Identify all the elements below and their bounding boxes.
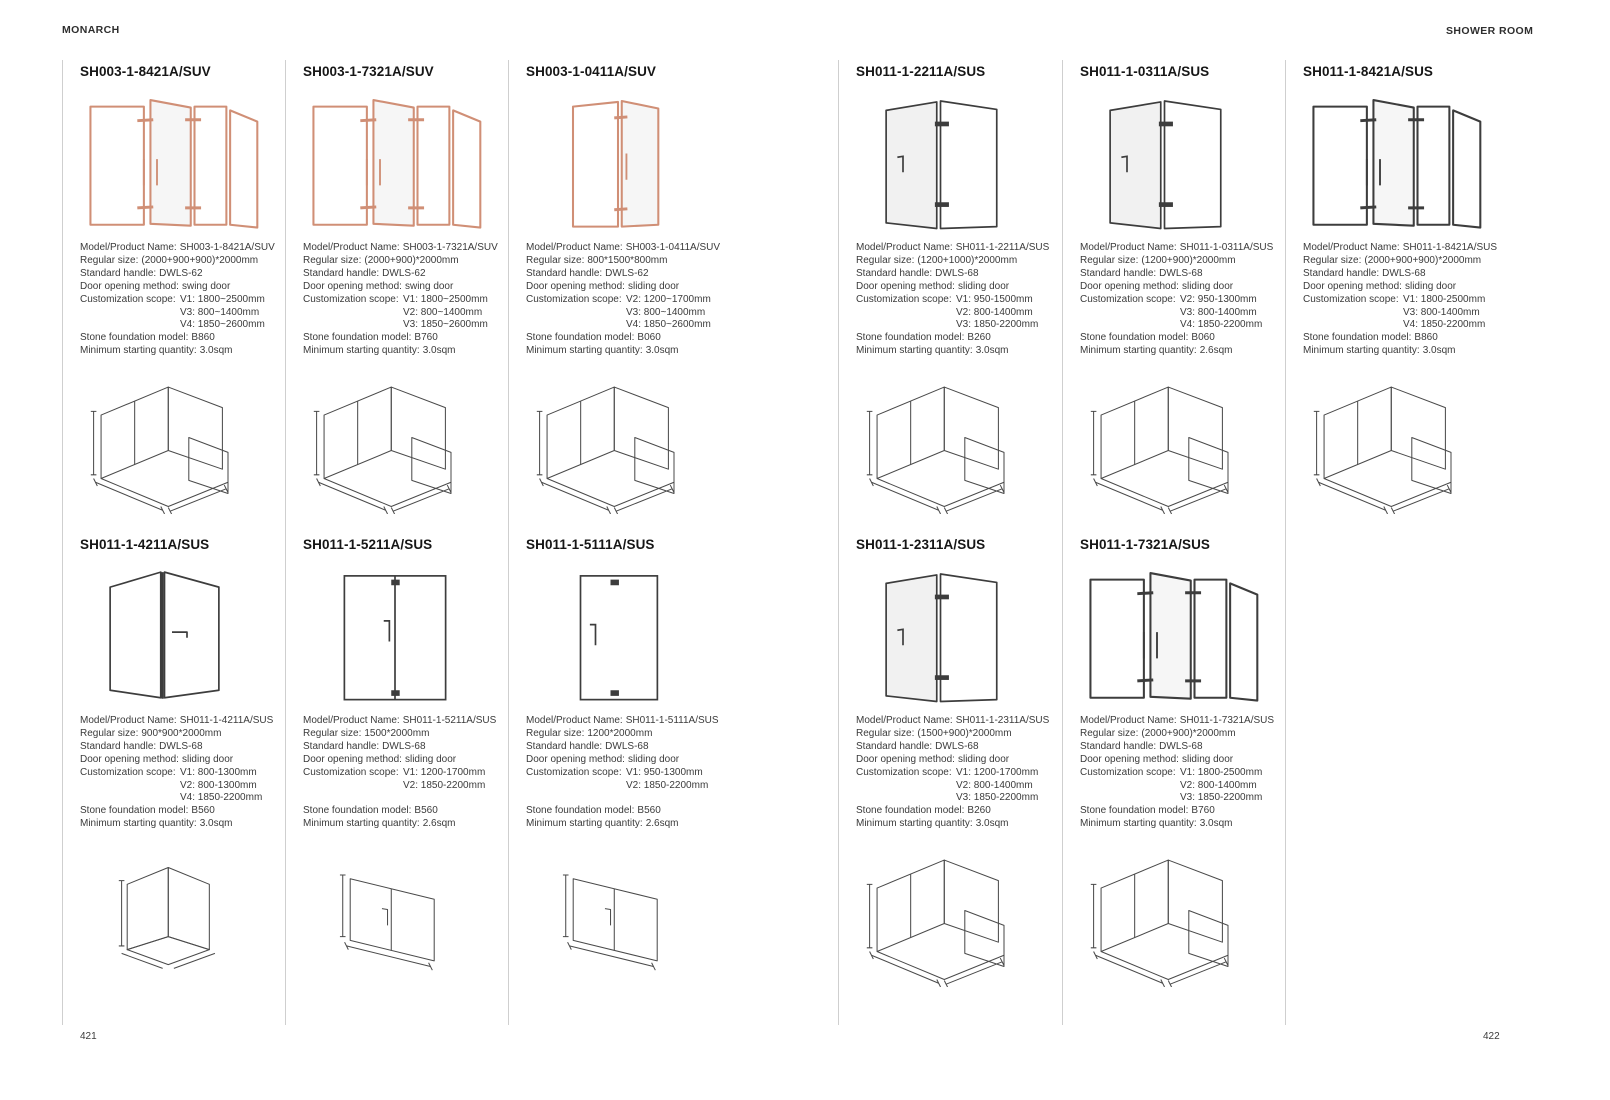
spec-value: SH011-1-5111A/SUS — [625, 715, 719, 726]
spec-label: Standard handle: — [1080, 740, 1157, 752]
spec-value: V4: 1850-2200mm — [1180, 319, 1263, 331]
spec-value: sliding door — [181, 753, 234, 765]
spec-value: sliding door — [957, 753, 1010, 765]
spec-value: B760 — [414, 332, 438, 344]
spec-block — [303, 242, 505, 358]
isometric-dimension-sketch — [518, 847, 718, 987]
spec-value: V2: 1200~1700mm — [626, 293, 711, 305]
spec-value: 3.0sqm — [1422, 345, 1456, 357]
spec-label: Minimum starting quantity: — [856, 345, 973, 357]
spec-label: Customization scope: — [1080, 766, 1176, 778]
product-card — [1285, 60, 1508, 530]
spec-value: DWLS-62 — [382, 267, 426, 279]
spec-value: (1200+900)*2000mm — [1141, 254, 1236, 266]
spec-value: B560 — [637, 805, 661, 817]
spec-label: Standard handle: — [856, 740, 933, 752]
spec-label: Door opening method: — [303, 753, 402, 765]
spec-label: Standard handle: — [80, 740, 157, 752]
spec-label: Regular size: — [303, 727, 362, 739]
isometric-dimension-sketch — [848, 374, 1048, 514]
product-card — [508, 533, 731, 1003]
product-drawing — [295, 86, 495, 236]
spec-value: V3: 1850~2600mm — [403, 319, 488, 331]
spec-value: DWLS-68 — [935, 740, 979, 752]
spec-value: V2: 1850-2200mm — [626, 779, 709, 791]
shower-enclosure-sketch — [848, 86, 1048, 236]
spec-value: 800*1500*800mm — [587, 254, 668, 266]
spec-value: SH003-1-0411A/SUV — [625, 242, 721, 253]
spec-value: sliding door — [1404, 280, 1457, 292]
technical-drawing — [295, 847, 495, 987]
technical-drawing — [72, 374, 272, 514]
spec-label: Door opening method: — [303, 280, 402, 292]
spec-label: Stone foundation model: — [80, 332, 189, 344]
spec-value: V2: 1850-2200mm — [403, 779, 486, 791]
product-title: SH003-1-0411A/SUV — [526, 64, 657, 79]
spec-label: Regular size: — [80, 254, 139, 266]
spec-label: Minimum starting quantity: — [1080, 345, 1197, 357]
product-card — [285, 533, 508, 1003]
product-card — [62, 60, 285, 530]
technical-drawing — [72, 847, 272, 987]
product-drawing — [848, 559, 1048, 709]
spec-label: Regular size: — [1080, 727, 1139, 739]
spec-label: Stone foundation model: — [856, 332, 965, 344]
spec-label: Standard handle: — [1303, 267, 1380, 279]
spec-value: V2: 800-1400mm — [956, 306, 1033, 318]
spec-value: V1: 950-1300mm — [626, 766, 703, 778]
spec-value: V2: 800-1400mm — [1180, 779, 1257, 791]
spec-label: Stone foundation model: — [303, 332, 412, 344]
spec-value: DWLS-62 — [159, 267, 203, 279]
spec-block — [80, 715, 282, 831]
spec-value: B260 — [967, 805, 991, 817]
spec-block — [856, 242, 1058, 358]
shower-enclosure-sketch — [72, 86, 272, 236]
spec-value: V4: 1850-2200mm — [180, 792, 263, 804]
spec-value: 3.0sqm — [422, 345, 456, 357]
spec-block — [526, 715, 728, 831]
spec-value: V1: 800-1300mm — [180, 766, 257, 778]
product-title: SH011-1-4211A/SUS — [80, 537, 210, 552]
spec-value: V1: 1800~2500mm — [180, 293, 265, 305]
spec-label: Stone foundation model: — [526, 805, 635, 817]
spec-value: V2: 800~1400mm — [403, 306, 483, 318]
spec-label: Regular size: — [1303, 254, 1362, 266]
spec-label: Minimum starting quantity: — [1080, 818, 1197, 830]
spec-value: V3: 800-1400mm — [1180, 306, 1257, 318]
page-number-left: 421 — [80, 1031, 97, 1042]
shower-enclosure-sketch — [848, 559, 1048, 709]
spec-label: Stone foundation model: — [80, 805, 189, 817]
spec-value: swing door — [181, 280, 231, 292]
product-card — [838, 533, 1061, 1003]
spec-value: V3: 800~1400mm — [626, 306, 706, 318]
isometric-dimension-sketch — [1295, 374, 1495, 514]
technical-drawing — [848, 847, 1048, 987]
spec-value: 900*900*2000mm — [141, 727, 222, 739]
spec-label: Stone foundation model: — [1080, 805, 1189, 817]
spec-value: SH003-1-7321A/SUV — [402, 242, 498, 253]
brand-label: MONARCH — [62, 24, 120, 36]
spec-value: 1200*2000mm — [587, 727, 653, 739]
spec-label: Model/Product Name: — [303, 242, 400, 253]
product-card — [1062, 60, 1285, 530]
spec-block — [526, 242, 728, 358]
spec-value: SH011-1-2211A/SUS — [955, 242, 1050, 253]
spec-value: 3.0sqm — [975, 345, 1009, 357]
spec-label: Minimum starting quantity: — [526, 818, 643, 830]
spec-value: V1: 1200-1700mm — [403, 766, 486, 778]
spec-block — [856, 715, 1058, 831]
isometric-dimension-sketch — [518, 374, 718, 514]
spec-label: Model/Product Name: — [80, 715, 177, 726]
spec-label: Customization scope: — [80, 293, 176, 305]
spec-value: V4: 1850~2600mm — [626, 319, 711, 331]
spec-value: V3: 800~1400mm — [180, 306, 260, 318]
spec-value: SH003-1-8421A/SUV — [179, 242, 275, 253]
technical-drawing — [295, 374, 495, 514]
spec-value: V2: 950-1300mm — [1180, 293, 1257, 305]
page-number-right: 422 — [1483, 1031, 1500, 1042]
spec-value: V3: 1850-2200mm — [1180, 792, 1263, 804]
spec-label: Customization scope: — [526, 766, 622, 778]
spec-block — [303, 715, 505, 831]
product-title: SH003-1-8421A/SUV — [80, 64, 211, 79]
product-title: SH011-1-5111A/SUS — [526, 537, 655, 552]
spec-value: SH011-1-8421A/SUS — [1402, 242, 1498, 253]
shower-enclosure-sketch — [295, 86, 495, 236]
spec-value: 2.6sqm — [645, 818, 679, 830]
technical-drawing — [1072, 847, 1272, 987]
spec-value: SH011-1-7321A/SUS — [1179, 715, 1275, 726]
spec-label: Regular size: — [856, 727, 915, 739]
spec-label: Door opening method: — [1080, 753, 1179, 765]
spec-value: 3.0sqm — [1199, 818, 1233, 830]
spec-value: sliding door — [404, 753, 457, 765]
spec-value: V1: 950-1500mm — [956, 293, 1033, 305]
spec-label: Model/Product Name: — [1080, 715, 1177, 726]
product-drawing — [1072, 559, 1272, 709]
spec-label: Customization scope: — [856, 766, 952, 778]
product-title: SH011-1-0311A/SUS — [1080, 64, 1210, 79]
spec-label: Customization scope: — [1080, 293, 1176, 305]
technical-drawing — [518, 847, 718, 987]
spec-label: Stone foundation model: — [1303, 332, 1412, 344]
technical-drawing — [518, 374, 718, 514]
spec-value: (2000+900)*2000mm — [1141, 727, 1236, 739]
spec-value: swing door — [404, 280, 454, 292]
isometric-dimension-sketch — [72, 847, 272, 987]
spec-block — [1080, 242, 1282, 358]
spec-value: B060 — [1191, 332, 1215, 344]
spec-label: Minimum starting quantity: — [1303, 345, 1420, 357]
product-title: SH003-1-7321A/SUV — [303, 64, 434, 79]
shower-enclosure-sketch — [295, 559, 495, 709]
spec-value: V3: 1850-2200mm — [956, 319, 1039, 331]
spec-value: B060 — [637, 332, 661, 344]
spec-value: sliding door — [1181, 753, 1234, 765]
spec-label: Door opening method: — [526, 753, 625, 765]
spec-label: Customization scope: — [80, 766, 176, 778]
spec-value: (1500+900)*2000mm — [917, 727, 1012, 739]
spec-value: V1: 1800-2500mm — [1180, 766, 1263, 778]
spec-value: DWLS-68 — [159, 740, 203, 752]
spec-value: DWLS-68 — [1382, 267, 1426, 279]
spec-label: Regular size: — [80, 727, 139, 739]
shower-enclosure-sketch — [518, 86, 718, 236]
product-title: SH011-1-5211A/SUS — [303, 537, 433, 552]
product-drawing — [72, 86, 272, 236]
spec-label: Stone foundation model: — [303, 805, 412, 817]
shower-enclosure-sketch — [72, 559, 272, 709]
spec-value: DWLS-68 — [605, 740, 649, 752]
product-drawing — [1295, 86, 1495, 236]
spec-value: DWLS-62 — [605, 267, 649, 279]
isometric-dimension-sketch — [848, 847, 1048, 987]
spec-label: Minimum starting quantity: — [80, 345, 197, 357]
spec-label: Customization scope: — [856, 293, 952, 305]
spec-label: Door opening method: — [856, 280, 955, 292]
spec-label: Regular size: — [1080, 254, 1139, 266]
spec-value: V3: 1850-2200mm — [956, 792, 1039, 804]
spec-value: sliding door — [957, 280, 1010, 292]
spec-value: V4: 1850~2600mm — [180, 319, 265, 331]
shower-enclosure-sketch — [518, 559, 718, 709]
spec-label: Model/Product Name: — [526, 242, 623, 253]
spec-label: Model/Product Name: — [856, 242, 953, 253]
spec-label: Standard handle: — [526, 740, 603, 752]
section-label: SHOWER ROOM — [1446, 25, 1534, 37]
spec-value: SH011-1-4211A/SUS — [179, 715, 274, 726]
spec-value: DWLS-68 — [935, 267, 979, 279]
spec-label: Door opening method: — [80, 753, 179, 765]
spec-block — [1303, 242, 1505, 358]
spec-value: sliding door — [1181, 280, 1234, 292]
spec-value: B260 — [967, 332, 991, 344]
spec-label: Minimum starting quantity: — [526, 345, 643, 357]
spec-value: 2.6sqm — [422, 818, 456, 830]
spec-value: 3.0sqm — [975, 818, 1009, 830]
spec-label: Door opening method: — [1303, 280, 1402, 292]
spec-label: Minimum starting quantity: — [303, 818, 420, 830]
product-drawing — [295, 559, 495, 709]
product-drawing — [72, 559, 272, 709]
product-title: SH011-1-8421A/SUS — [1303, 64, 1434, 79]
isometric-dimension-sketch — [295, 847, 495, 987]
spec-value: 2.6sqm — [1199, 345, 1233, 357]
spec-label: Model/Product Name: — [1080, 242, 1177, 253]
spec-value: V4: 1850-2200mm — [1403, 319, 1486, 331]
spec-label: Minimum starting quantity: — [856, 818, 973, 830]
technical-drawing — [1072, 374, 1272, 514]
spec-label: Customization scope: — [526, 293, 622, 305]
spec-label: Standard handle: — [303, 740, 380, 752]
spec-value: (2000+900)*2000mm — [364, 254, 459, 266]
spec-label: Customization scope: — [1303, 293, 1399, 305]
spec-label: Regular size: — [526, 254, 585, 266]
product-title: SH011-1-2211A/SUS — [856, 64, 986, 79]
product-drawing — [518, 559, 718, 709]
product-title: SH011-1-7321A/SUS — [1080, 537, 1211, 552]
spec-label: Door opening method: — [526, 280, 625, 292]
spec-label: Stone foundation model: — [856, 805, 965, 817]
isometric-dimension-sketch — [295, 374, 495, 514]
spec-value: B860 — [1414, 332, 1438, 344]
spec-label: Door opening method: — [856, 753, 955, 765]
spec-value: SH011-1-2311A/SUS — [955, 715, 1050, 726]
spec-label: Regular size: — [856, 254, 915, 266]
product-card — [1062, 533, 1285, 1003]
product-title: SH011-1-2311A/SUS — [856, 537, 986, 552]
spec-label: Model/Product Name: — [1303, 242, 1400, 253]
spec-value: V1: 1800-2500mm — [1403, 293, 1486, 305]
product-card — [838, 60, 1061, 530]
spec-value: V3: 800-1400mm — [1403, 306, 1480, 318]
spec-value: 3.0sqm — [199, 345, 233, 357]
spec-value: V1: 1800~2500mm — [403, 293, 488, 305]
technical-drawing — [1295, 374, 1495, 514]
shower-enclosure-sketch — [1072, 559, 1272, 709]
spec-value: sliding door — [627, 280, 680, 292]
spec-label: Standard handle: — [526, 267, 603, 279]
spec-value: SH011-1-5211A/SUS — [402, 715, 497, 726]
technical-drawing — [848, 374, 1048, 514]
spec-value: V2: 800-1400mm — [956, 779, 1033, 791]
product-drawing — [518, 86, 718, 236]
spec-value: V1: 1200-1700mm — [956, 766, 1039, 778]
spec-value: B860 — [191, 332, 215, 344]
spec-label: Standard handle: — [80, 267, 157, 279]
product-card — [285, 60, 508, 530]
spec-value: sliding door — [627, 753, 680, 765]
spec-label: Standard handle: — [303, 267, 380, 279]
spec-label: Regular size: — [526, 727, 585, 739]
spec-value: B560 — [414, 805, 438, 817]
spec-value: V2: 800-1300mm — [180, 779, 257, 791]
spec-label: Regular size: — [303, 254, 362, 266]
spec-value: 3.0sqm — [199, 818, 233, 830]
spec-label: Model/Product Name: — [856, 715, 953, 726]
isometric-dimension-sketch — [1072, 847, 1272, 987]
isometric-dimension-sketch — [1072, 374, 1272, 514]
spec-value: B760 — [1191, 805, 1215, 817]
spec-label: Stone foundation model: — [1080, 332, 1189, 344]
spec-value: (2000+900+900)*2000mm — [141, 254, 259, 266]
product-card — [508, 60, 731, 530]
product-card — [62, 533, 285, 1003]
shower-enclosure-sketch — [1295, 86, 1495, 236]
spec-value: 1500*2000mm — [364, 727, 430, 739]
spec-label: Model/Product Name: — [526, 715, 623, 726]
shower-enclosure-sketch — [1072, 86, 1272, 236]
spec-value: (2000+900+900)*2000mm — [1364, 254, 1482, 266]
spec-value: B560 — [191, 805, 215, 817]
spec-label: Minimum starting quantity: — [80, 818, 197, 830]
spec-label: Model/Product Name: — [303, 715, 400, 726]
spec-block — [80, 242, 282, 358]
spec-value: DWLS-68 — [1159, 267, 1203, 279]
spec-label: Customization scope: — [303, 293, 399, 305]
spec-label: Door opening method: — [80, 280, 179, 292]
spec-value: (1200+1000)*2000mm — [917, 254, 1018, 266]
spec-block — [1080, 715, 1282, 831]
spec-label: Door opening method: — [1080, 280, 1179, 292]
spec-label: Minimum starting quantity: — [303, 345, 420, 357]
spec-label: Standard handle: — [856, 267, 933, 279]
spec-label: Standard handle: — [1080, 267, 1157, 279]
spec-label: Stone foundation model: — [526, 332, 635, 344]
product-drawing — [848, 86, 1048, 236]
spec-value: SH011-1-0311A/SUS — [1179, 242, 1274, 253]
spec-value: DWLS-68 — [382, 740, 426, 752]
isometric-dimension-sketch — [72, 374, 272, 514]
product-drawing — [1072, 86, 1272, 236]
spec-label: Model/Product Name: — [80, 242, 177, 253]
spec-value: DWLS-68 — [1159, 740, 1203, 752]
spec-value: 3.0sqm — [645, 345, 679, 357]
spec-label: Customization scope: — [303, 766, 399, 778]
